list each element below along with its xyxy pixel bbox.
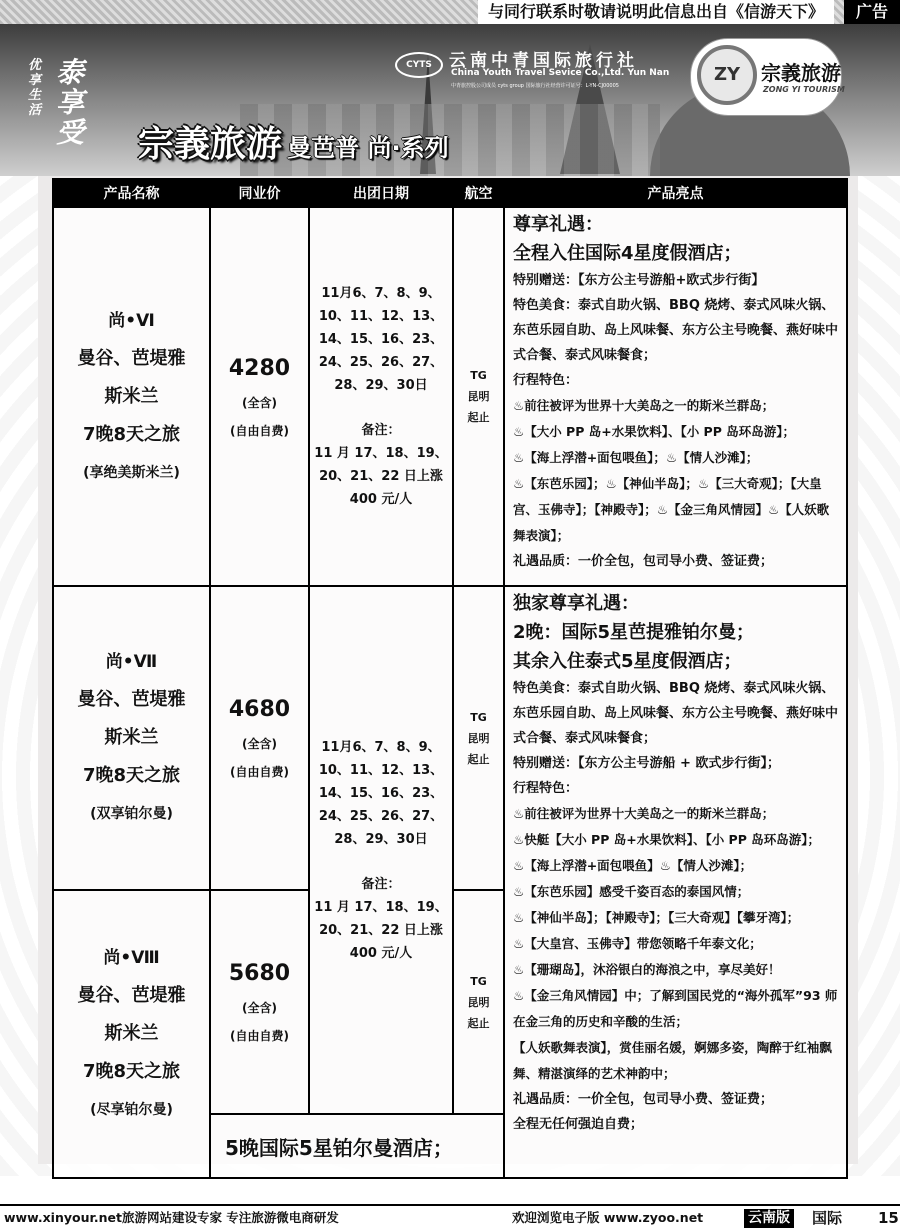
col-header-price: 同业价: [210, 179, 309, 207]
section-label: 国际: [812, 1209, 843, 1227]
highlight-bullet: ♨【神仙半岛】；【神殿寺】；【三大奇观】【攀牙湾】；: [513, 910, 800, 925]
col-header-dates: 出团日期: [309, 179, 453, 207]
airline-city: 昆明: [467, 995, 490, 1009]
airline-code: TG: [470, 710, 487, 724]
date-line: 14、15、16、23、: [318, 332, 444, 347]
highlight-line: 特色美食：泰式自助火锅、BBQ 烧烤、泰式风味火锅、东芭乐园自助、岛上风味餐、东方公主号晚餐、燕好味中式合餐、泰式风味餐食；: [513, 681, 839, 746]
remark-line: 20、21、22 日上涨: [319, 922, 443, 938]
highlight-line: 行程特色：: [513, 781, 579, 796]
highlight-line: 全程无任何强迫自费；: [513, 1117, 644, 1132]
price-value: 5680: [228, 961, 291, 986]
highlight-bullet: ♨【海上浮潜+面包喂鱼】；♨【情人沙滩】；: [513, 450, 759, 465]
highlight-line: 礼遇品质：一价全包，包司导小费、签证费；: [513, 554, 774, 569]
dates-cell: [309, 586, 453, 1114]
cyts-name: 云南中青国际旅行社: [449, 51, 638, 71]
airline-cell: [453, 586, 504, 890]
date-line: 24、25、26、27、: [318, 808, 444, 824]
dates-cell: [309, 207, 453, 586]
remark-line: 11 月 17、18、19、: [314, 446, 448, 461]
highlight-line: 特色美食：泰式自助火锅、BBQ 烧烤、泰式风味火锅、东芭乐园自助、岛上风味餐、东方公主号晚餐、燕好味中式合餐、泰式风味餐食；: [513, 298, 839, 363]
remark-line: 20、21、22 日上涨: [319, 469, 443, 484]
highlights-cell: [504, 586, 847, 1178]
price-value: 4280: [228, 355, 291, 381]
remark-line: 400 元/人: [349, 492, 413, 507]
product-route: 曼谷、芭堤雅: [77, 985, 186, 1006]
highlight-bullet: 【人妖歌舞表演】，赏佳丽名媛，婀娜多姿，陶醉于红袖飘舞、精湛演绎的艺术神韵中；: [513, 1040, 832, 1081]
date-line: 14、15、16、23、: [318, 785, 444, 801]
price-value: 4680: [228, 697, 291, 722]
col-header-airline: 航空: [453, 179, 504, 207]
price-cell: [210, 586, 309, 890]
cyts-logo: CYTS: [395, 52, 443, 78]
product-duration: 7晚8天之旅: [82, 423, 181, 445]
footer-left-text: www.xinyour.net旅游网站建设专家 专注旅游微电商研发: [4, 1210, 339, 1225]
footer-website: 欢迎浏览电子版 www.zyoo.net: [512, 1210, 704, 1225]
brand-title-main: 宗義旅游: [138, 124, 283, 165]
product-tagline: (享绝美斯米兰): [83, 464, 180, 481]
highlight-heading: 其余入住泰式5星度假酒店；: [513, 651, 742, 672]
highlight-bullet: ♨【海上浮潜+面包喂鱼】♨【情人沙滩】；: [513, 858, 753, 873]
date-line: 10、11、12、13、: [318, 762, 444, 778]
ad-label: 广告: [844, 0, 900, 24]
airline-code: TG: [470, 974, 487, 988]
airline-code: TG: [470, 369, 487, 382]
product-table: [52, 178, 848, 1179]
price-note: (全含): [242, 1001, 277, 1015]
date-line: 10、11、12、13、: [318, 309, 444, 324]
price-note: (自由自费): [230, 1029, 289, 1043]
price-cell: [210, 890, 309, 1114]
price-note: (自由自费): [230, 423, 289, 438]
product-route: 斯米兰: [104, 385, 159, 407]
highlight-bullet: ♨前往被评为世界十大美岛之一的斯米兰群岛；: [513, 398, 775, 413]
date-line: 28、29、30日: [334, 378, 428, 393]
highlight-line: 特别赠送：【东方公主号游船 + 欧式步行街】；: [513, 756, 780, 771]
price-note: (全含): [242, 737, 277, 751]
highlight-bullet: ♨前往被评为世界十大美岛之一的斯米兰群岛；: [513, 806, 775, 821]
vertical-slogan: 优享生活: [28, 58, 42, 118]
highlight-bullet: ♨【东芭乐园】感受千姿百态的泰国风情；: [513, 884, 750, 899]
date-line: 11月6、7、8、9、: [321, 286, 441, 301]
thai-slogan: 泰享受: [56, 56, 85, 149]
airline-note: 起止: [467, 411, 490, 424]
highlight-line: 特别赠送：【东方公主号游船+欧式步行街】: [513, 273, 765, 288]
product-code: 尚•Ⅶ: [105, 652, 158, 672]
price-note: (自由自费): [230, 765, 289, 779]
col-header-name: 产品名称: [53, 179, 210, 207]
product-tagline: (尽享铂尔曼): [90, 1102, 173, 1118]
brand-title-series: 曼芭普 尚·系列: [287, 134, 449, 162]
edition-badge: 云南版: [744, 1209, 794, 1228]
highlight-bullet: ♨【大小 PP 岛+水果饮料】、【小 PP 岛环岛游】；: [513, 424, 795, 439]
source-notice: 与同行联系时敬请说明此信息出自《信游天下》: [478, 0, 834, 24]
cyts-license: 中青旅控股公司成员 cyts group 国际旅行社经营许可证号：L-YN-CJ00005: [451, 83, 619, 89]
product-route: 斯米兰: [104, 1023, 159, 1044]
zongyi-mark: ZY: [697, 45, 757, 105]
product-duration: 7晚8天之旅: [82, 765, 181, 786]
highlight-heading: 尊享礼遇：: [513, 214, 603, 235]
price-note: (全含): [242, 395, 277, 410]
table-header-row: [53, 179, 847, 207]
product-name-cell: [53, 586, 210, 890]
highlights-cell: [504, 207, 847, 586]
airline-cell: [453, 207, 504, 586]
highlight-heading: 全程入住国际4星度假酒店；: [513, 243, 742, 264]
airline-cell: [453, 890, 504, 1114]
remark-line: 400 元/人: [349, 945, 413, 961]
remark-line: 备注：: [361, 423, 401, 438]
table-row: [53, 586, 847, 890]
product-tagline: (双享铂尔曼): [90, 806, 173, 822]
date-line: 28、29、30日: [334, 831, 428, 847]
cyts-english: China Youth Travel Sevice Co.,Ltd. Yun Nan: [451, 68, 670, 78]
product-route: 曼谷、芭堤雅: [77, 689, 186, 710]
product-code: 尚•Ⅵ: [108, 310, 155, 331]
highlight-bullet: ♨【东芭乐园】；♨【神仙半岛】；♨【三大奇观】；【大皇宫、玉佛寺】；【神殿寺】；♨【金三角风情园】♨【人妖歌舞表演】；: [513, 476, 830, 543]
highlight-bullet: ♨快艇【大小 PP 岛+水果饮料】、【小 PP 岛环岛游】；: [513, 832, 820, 847]
highlight-bullet: ♨【珊瑚岛】，沐浴银白的海浪之中，享尽美好！: [513, 962, 781, 977]
remark-line: 备注：: [361, 876, 401, 892]
product-route: 斯米兰: [104, 727, 159, 748]
header-banner: [0, 24, 900, 176]
airline-city: 昆明: [467, 390, 490, 403]
highlight-bullet: ♨【金三角风情园】中；了解到国民党的“海外孤军”93 师在金三角的历史和辛酸的生活；: [513, 988, 838, 1029]
airline-note: 起止: [467, 1016, 490, 1030]
product-duration: 7晚8天之旅: [82, 1061, 181, 1082]
price-cell: [210, 207, 309, 586]
zongyi-name: 宗義旅游: [761, 61, 841, 85]
hotel-note-cell: 5晚国际5星铂尔曼酒店；: [210, 1114, 504, 1178]
airline-city: 昆明: [467, 731, 490, 745]
highlight-heading: 2晚：国际5星芭提雅铂尔曼；: [513, 622, 755, 643]
highlight-heading: 独家尊享礼遇：: [513, 593, 639, 614]
highlight-line: 行程特色：: [513, 373, 579, 388]
date-line: 24、25、26、27、: [318, 355, 444, 370]
brand-title: [138, 116, 449, 167]
highlight-bullet: ♨【大皇宫、玉佛寺】带您领略千年泰文化；: [513, 936, 762, 951]
table-row: [53, 207, 847, 586]
col-header-highlights: 产品亮点: [504, 179, 847, 207]
remark-line: 11 月 17、18、19、: [314, 899, 448, 915]
airline-note: 起止: [467, 752, 490, 766]
zongyi-logo: [690, 38, 845, 116]
page-number: 15: [878, 1209, 899, 1227]
product-name-cell: [53, 207, 210, 586]
product-code: 尚•Ⅷ: [103, 948, 160, 968]
highlight-line: 礼遇品质：一价全包，包司导小费、签证费；: [513, 1092, 774, 1107]
date-line: 11月6、7、8、9、: [321, 739, 441, 755]
product-name-cell: [53, 890, 210, 1178]
product-route: 曼谷、芭堤雅: [77, 347, 186, 369]
footer: [0, 1204, 900, 1232]
top-banner: [0, 0, 900, 24]
cyts-brand: [395, 46, 680, 96]
zongyi-english: ZONG YI TOURISM: [763, 85, 845, 94]
